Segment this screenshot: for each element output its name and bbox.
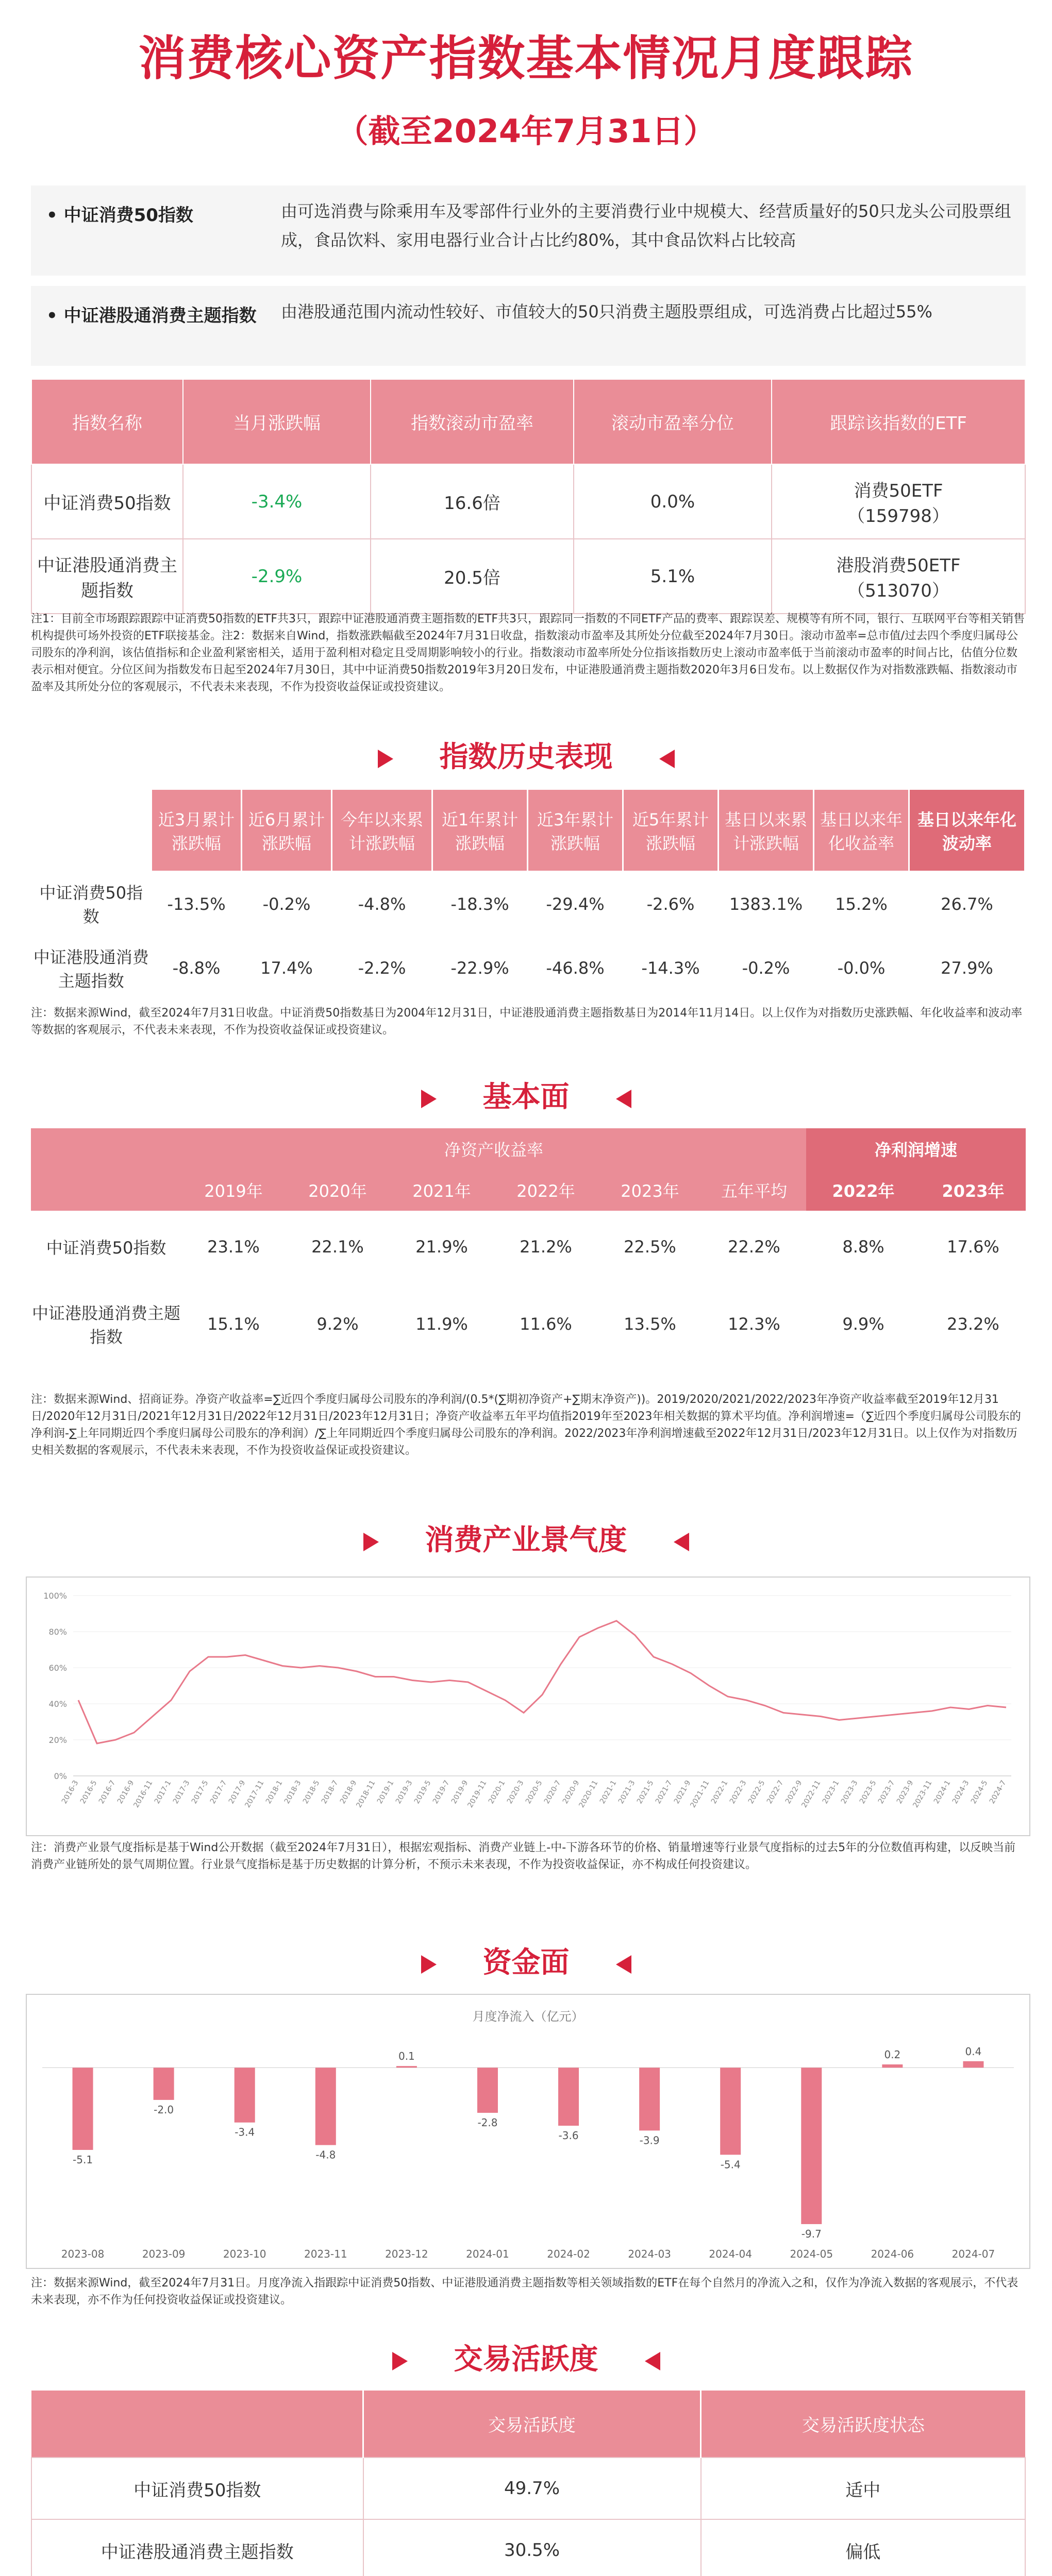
cell: -13.5% (167, 894, 226, 914)
intro-name: • 中证港股通消费主题指数 (46, 306, 257, 326)
x-tick-label: 2023-11 (304, 2248, 347, 2260)
triangle-left-icon (616, 1955, 631, 1974)
x-tick-label: 2023-12 (385, 2248, 428, 2260)
x-tick-label: 2017-11 (243, 1779, 266, 1809)
cell: 17.6% (947, 1237, 999, 1257)
th: 近6月累计涨跌幅 (242, 789, 332, 872)
th-roe: 净资产收益率 (181, 1128, 806, 1170)
th: 基日以来累计涨跌幅 (719, 789, 814, 872)
monthly-change: -2.9% (183, 539, 371, 614)
triangle-left-icon (659, 750, 675, 768)
etf-name: 消费50ETF (854, 480, 943, 501)
cell: 23.2% (947, 1314, 999, 1334)
index-name: 中证港股通消费主题指数 (31, 1303, 180, 1347)
intro-desc: 由可选消费与除乘用车及零部件行业外的主要消费行业中规模大、经营质量好的50只龙头公司股票组成，食品饮料、家用电器行业合计占比约80%，其中食品饮料占比较高 (281, 201, 1011, 250)
data-label: -3.4 (235, 2126, 255, 2139)
triangle-left-icon (674, 1533, 689, 1551)
cell: -18.3% (450, 894, 509, 914)
section-title-fundamentals: 基本面 (0, 1074, 1052, 1115)
x-tick-label: 2018-11 (355, 1779, 377, 1809)
x-tick-label: 2023-08 (61, 2248, 105, 2260)
data-label: -3.9 (639, 2134, 660, 2147)
overview-table (31, 379, 1026, 614)
table-row (31, 539, 1025, 614)
pe-percentile: 0.0% (574, 464, 772, 539)
activity-value: 49.7% (363, 2458, 701, 2519)
cell: -46.8% (546, 958, 605, 978)
th: 当月涨跌幅 (183, 379, 371, 464)
cell: -2.6% (646, 894, 695, 914)
index-name: 中证消费50指数 (39, 883, 143, 926)
th: 近3月累计涨跌幅 (152, 789, 242, 872)
section-title-sentiment: 消费产业景气度 (0, 1517, 1052, 1558)
cell: -4.8% (358, 894, 406, 914)
cell: 11.6% (520, 1314, 572, 1334)
cell: -14.3% (641, 958, 700, 978)
cell: 13.5% (624, 1314, 676, 1334)
x-tick-label: 2020-7 (542, 1779, 563, 1805)
bar (801, 2067, 822, 2224)
x-tick-label: 2023-7 (876, 1779, 897, 1805)
etf-cell (772, 464, 1025, 539)
x-tick-label: 2019-11 (466, 1779, 489, 1809)
data-label: 0.4 (965, 2045, 982, 2058)
table-row (31, 1211, 1026, 1283)
activity-table (31, 2391, 1026, 2576)
etf-code: （513070） (847, 580, 949, 601)
intro-item (31, 185, 1026, 276)
x-tick-label: 2024-07 (951, 2248, 995, 2260)
bar (639, 2067, 660, 2130)
data-label: -9.7 (801, 2227, 822, 2240)
line-chart-svg (27, 1578, 1029, 1835)
th: 近1年累计涨跌幅 (432, 789, 528, 872)
x-tick-label: 2018-9 (338, 1779, 359, 1805)
th: 2022年 (494, 1170, 598, 1211)
triangle-right-icon (378, 750, 393, 768)
data-label: -3.6 (558, 2129, 579, 2142)
cell: 22.5% (624, 1237, 676, 1257)
triangle-right-icon (421, 1955, 437, 1974)
th: 基日以来年化收益率 (814, 789, 909, 872)
cell: 8.8% (842, 1237, 884, 1257)
th: 跟踪该指数的ETF (772, 379, 1025, 464)
table-row (31, 1283, 1026, 1365)
x-tick-label: 2023-1 (821, 1779, 841, 1805)
x-tick-label: 2017-7 (208, 1779, 229, 1805)
index-name: 中证消费50指数 (46, 1238, 166, 1258)
cell: 9.9% (842, 1314, 884, 1334)
bar (882, 2064, 903, 2067)
x-tick-label: 2016-11 (132, 1779, 155, 1809)
etf-code: （159798） (847, 505, 949, 527)
table-row (31, 464, 1025, 539)
index-name: 中证消费50指数 (31, 2458, 363, 2519)
cell: 22.2% (728, 1237, 780, 1257)
etf-name: 港股消费50ETF (836, 555, 961, 576)
monthly-change: -3.4% (183, 464, 371, 539)
etf-cell (772, 539, 1025, 614)
x-tick-label: 2021-9 (672, 1779, 693, 1805)
th: 2023年 (921, 1170, 1026, 1211)
cell: -22.9% (450, 958, 509, 978)
x-tick-label: 2023-09 (142, 2248, 186, 2260)
flows-chart (26, 1994, 1030, 2269)
table-row (31, 872, 1025, 936)
bar (73, 2067, 93, 2150)
x-tick-label: 2020-3 (505, 1779, 526, 1805)
y-tick-label: 80% (48, 1627, 67, 1637)
th: 今年以来累计涨跌幅 (332, 789, 432, 872)
activity-status: 适中 (701, 2458, 1026, 2519)
x-tick-label: 2022-7 (765, 1779, 786, 1805)
intro-name: • 中证消费50指数 (46, 205, 193, 226)
bar-chart-svg (27, 1995, 1029, 2268)
x-tick-label: 2021-1 (598, 1779, 619, 1805)
th: 2020年 (286, 1170, 390, 1211)
section-title-flows: 资金面 (0, 1940, 1052, 1981)
cell: 21.2% (520, 1237, 572, 1257)
page-title: 消费核心资产指数基本情况月度跟踪 (138, 31, 914, 86)
y-tick-label: 100% (43, 1591, 67, 1601)
bar (396, 2066, 417, 2067)
sentiment-chart (26, 1577, 1030, 1836)
x-tick-label: 2021-3 (616, 1779, 637, 1805)
x-tick-label: 2022-9 (783, 1779, 804, 1805)
x-tick-label: 2022-3 (728, 1779, 748, 1805)
x-tick-label: 2016-3 (60, 1779, 80, 1805)
x-tick-label: 2024-02 (547, 2248, 590, 2260)
th: 2021年 (390, 1170, 494, 1211)
index-name: 中证港股通消费主题指数 (33, 947, 149, 991)
x-tick-label: 2024-5 (969, 1779, 990, 1805)
x-tick-label: 2021-7 (654, 1779, 674, 1805)
x-tick-label: 2018-7 (320, 1779, 340, 1805)
x-tick-label: 2024-04 (709, 2248, 752, 2260)
x-tick-label: 2017-1 (153, 1779, 173, 1805)
triangle-right-icon (421, 1090, 437, 1108)
x-tick-label: 2017-5 (190, 1779, 210, 1805)
cell: 26.7% (941, 894, 993, 914)
x-tick-label: 2023-10 (223, 2248, 266, 2260)
th (31, 2391, 363, 2458)
section-title-history: 指数历史表现 (0, 734, 1052, 775)
x-tick-label: 2024-1 (932, 1779, 953, 1805)
th: 2023年 (598, 1170, 702, 1211)
bar (235, 2067, 255, 2122)
th: 基日以来年化波动率 (909, 789, 1025, 872)
x-tick-label: 2021-5 (635, 1779, 656, 1805)
x-tick-label: 2022-1 (709, 1779, 730, 1805)
cell: 15.2% (835, 894, 888, 914)
y-tick-label: 40% (48, 1699, 67, 1709)
x-tick-label: 2020-11 (577, 1779, 600, 1809)
table-row (31, 2519, 1025, 2576)
x-tick-label: 2019-9 (449, 1779, 470, 1805)
x-tick-label: 2024-06 (871, 2248, 914, 2260)
x-tick-label: 2016-5 (78, 1779, 99, 1805)
bar (154, 2067, 174, 2100)
data-label: 0.1 (398, 2050, 415, 2063)
x-tick-label: 2019-7 (431, 1779, 452, 1805)
x-tick-label: 2020-5 (524, 1779, 544, 1805)
cell: 21.9% (415, 1237, 468, 1257)
cell: 9.2% (316, 1314, 359, 1334)
page-subtitle: （截至2024年7月31日） (336, 112, 716, 150)
triangle-left-icon (645, 2352, 660, 2370)
cell: -0.2% (262, 894, 311, 914)
history-table (31, 788, 1026, 1001)
history-note: 注：数据来源Wind，截至2024年7月31日收盘。中证消费50指数基日为2004年12月31日，中证港股通消费主题指数基日为2014年11月14日。以上仅作为对指数历史涨跌幅、年化收益率和波动率等数据的客观展示，不代表未来表现，不作为投资收益保证或投资建议。 (31, 1007, 1023, 1037)
x-tick-label: 2017-9 (227, 1779, 247, 1805)
cell: 11.9% (415, 1314, 468, 1334)
x-tick-label: 2019-5 (412, 1779, 433, 1805)
x-tick-label: 2016-7 (97, 1779, 118, 1805)
cell: -0.2% (742, 958, 790, 978)
th: 2019年 (181, 1170, 286, 1211)
th: 2022年 (806, 1170, 921, 1211)
x-tick-label: 2024-01 (466, 2248, 509, 2260)
cell: -2.2% (358, 958, 406, 978)
index-name: 中证消费50指数 (31, 464, 183, 539)
x-tick-label: 2024-05 (790, 2248, 833, 2260)
x-tick-label: 2019-3 (394, 1779, 414, 1805)
data-label: 0.2 (884, 2048, 901, 2061)
th: 滚动市盈率分位 (574, 379, 772, 464)
pe-value: 20.5倍 (371, 539, 574, 614)
th: 近3年累计涨跌幅 (528, 789, 623, 872)
triangle-right-icon (363, 1533, 379, 1551)
x-tick-label: 2024-7 (988, 1779, 1008, 1805)
cell: 23.1% (207, 1237, 260, 1257)
index-name: 中证港股通消费主题指数 (31, 539, 183, 614)
x-tick-label: 2022-11 (800, 1779, 823, 1809)
bar (720, 2067, 741, 2155)
x-tick-label: 2018-3 (282, 1779, 303, 1805)
cell: -8.8% (172, 958, 221, 978)
cell: 1383.1% (729, 894, 803, 914)
x-tick-label: 2023-9 (895, 1779, 915, 1805)
x-tick-label: 2021-11 (689, 1779, 711, 1809)
th-growth: 净利润增速 (806, 1128, 1026, 1170)
table-row (31, 936, 1025, 1001)
x-tick-label: 2020-1 (487, 1779, 507, 1805)
fundamentals-note: 注：数据来源Wind、招商证券。净资产收益率=∑近四个季度归属母公司股东的净利润/(0.5*(∑期初净资产+∑期末净资产))。2019/2020/2021/2022/2023年净资产收益率截至2019年12月31日/2020年12月31日/2021年12月31日/2022年12月31日/2023年12月31日；净资产收益率五年平均值指2019年至2023年相关数据的算术平均值。净利润增速=（∑近四个季度归属母公司股东的净利润-∑上年同期近四个季度归属母公司股东的净利润）/∑上年同期近四个季度归属母公司股东的净利润。2022/2023年净利润增速截至2022年12月31日/2023年12月31日。以上仅作为对指数历史相关数据的客观展示，不代表未来表现，不作为投资收益保证或投资建议。 (31, 1393, 1021, 1457)
cell: 15.1% (207, 1314, 260, 1334)
data-label: -2.8 (477, 2116, 498, 2129)
cell: -0.0% (837, 958, 886, 978)
cell: -29.4% (546, 894, 605, 914)
bar (963, 2061, 983, 2068)
bar (477, 2067, 498, 2113)
x-tick-label: 2017-3 (171, 1779, 192, 1805)
overview-note: 注1：目前全市场跟踪跟踪中证消费50指数的ETF共3只，跟踪中证港股通消费主题指数的ETF共3只，跟踪同一指数的不同ETF产品的费率、跟踪误差、规模等有所不同，银行、互联网平台等相关销售机构提供可场外投资的ETF联接基金。注2：数据来自Wind，指数涨跌幅截至2024年7月31日收盘，指数滚动市盈率及其所处分位截至2024年7月30日。滚动市盈率=总市值/过去四个季度归属母公司股东的净利润，该估值指标和企业盈利紧密相关，适用于盈利相对稳定且受周期影响较小的行业。指数滚动市盈率所处分位指该指数历史上滚动市盈率低于当前滚动市盈率的时间占比，估值分位数表示相对便宜。分位区间为指数发布日起至2024年7月30日，其中中证消费50指数2019年3月20日发布，中证港股通消费主题指数2020年3月6日发布。以上数据仅作为对指数涨跌幅、指数滚动市盈率及其所处分位的客观展示，不代表未来表现，不作为投资收益保证或投资建议。 (31, 613, 1025, 693)
sentiment-line (78, 1621, 1006, 1743)
x-tick-label: 2023-5 (858, 1779, 878, 1805)
th: 指数名称 (31, 379, 183, 464)
data-label: -5.1 (73, 2153, 93, 2166)
cell: 17.4% (260, 958, 313, 978)
x-tick-label: 2018-5 (301, 1779, 322, 1805)
th: 指数滚动市盈率 (371, 379, 574, 464)
x-tick-label: 2023-3 (839, 1779, 860, 1805)
triangle-left-icon (616, 1090, 631, 1108)
data-label: -2.0 (154, 2103, 174, 2116)
pe-percentile: 5.1% (574, 539, 772, 614)
sentiment-note: 注：消费产业景气度指标是基于Wind公开数据（截至2024年7月31日），根据宏观指标、消费产业链上-中-下游各环节的价格、销量增速等行业景气度指标的过去5年的分位数值再构建，以反映当前消费产业链所处的景气周期位置。行业景气度指标是基于历史数据的计算分析，不预示未来表现，不作为投资收益保证，亦不构成任何投资建议。 (31, 1841, 1016, 1871)
y-tick-label: 20% (48, 1735, 67, 1745)
y-tick-label: 0% (54, 1771, 67, 1781)
data-label: -4.8 (315, 2148, 336, 2161)
section-title-activity: 交易活跃度 (0, 2336, 1052, 2378)
x-tick-label: 2024-03 (628, 2248, 671, 2260)
index-name: 中证港股通消费主题指数 (31, 2519, 363, 2576)
flows-note: 注：数据来源Wind，截至2024年7月31日。月度净流入指跟踪中证消费50指数、中证港股通消费主题指数等相关领域指数的ETF在每个自然月的净流入之和，仅作为净流入数据的客观展示，不代表未来表现，亦不作为任何投资收益保证或投资建议。 (31, 2277, 1018, 2307)
bar (315, 2067, 336, 2145)
x-tick-label: 2022-5 (746, 1779, 767, 1805)
x-tick-label: 2023-11 (911, 1779, 934, 1809)
table-row (31, 2458, 1025, 2519)
intro-desc: 由港股通范围内流动性较好、市值较大的50只消费主题股票组成，可选消费占比超过55% (281, 302, 932, 321)
activity-status: 偏低 (701, 2519, 1026, 2576)
th: 交易活跃度 (363, 2391, 701, 2458)
x-tick-label: 2024-3 (950, 1779, 971, 1805)
x-tick-label: 2020-9 (561, 1779, 581, 1805)
x-tick-label: 2019-1 (375, 1779, 396, 1805)
th: 交易活跃度状态 (701, 2391, 1026, 2458)
pe-value: 16.6倍 (371, 464, 574, 539)
fundamentals-table (31, 1128, 1026, 1365)
cell: 12.3% (728, 1314, 780, 1334)
activity-value: 30.5% (363, 2519, 701, 2576)
intro-item (31, 286, 1026, 366)
cell: 22.1% (311, 1237, 364, 1257)
th: 近5年累计涨跌幅 (623, 789, 719, 872)
cell: 27.9% (941, 958, 993, 978)
bar (558, 2067, 579, 2126)
th: 五年平均 (702, 1170, 806, 1211)
triangle-right-icon (392, 2352, 408, 2370)
y-tick-label: 60% (48, 1663, 67, 1673)
x-tick-label: 2018-1 (264, 1779, 285, 1805)
data-label: -5.4 (720, 2158, 741, 2171)
x-tick-label: 2016-9 (115, 1779, 136, 1805)
chart-title: 月度净流入（亿元） (472, 2009, 584, 2024)
